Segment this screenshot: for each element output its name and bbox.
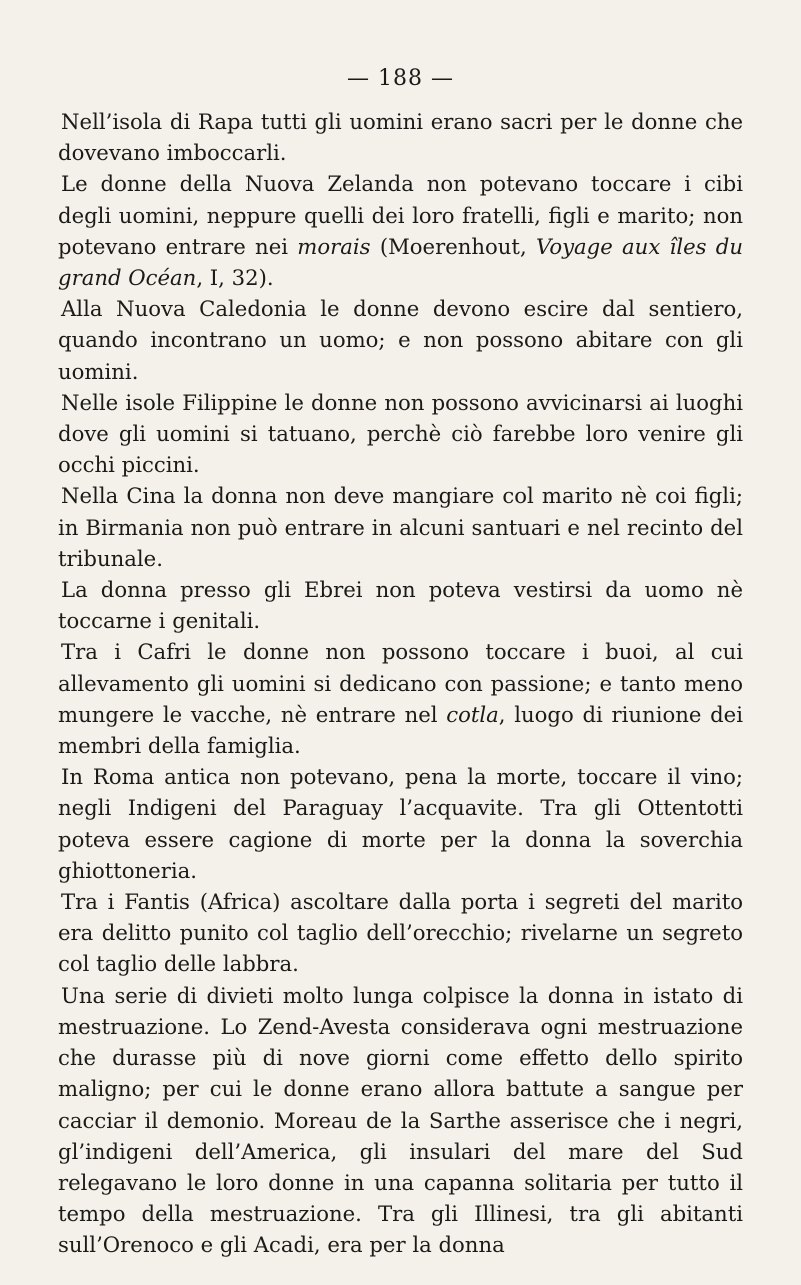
paragraph [58, 574, 743, 636]
italic-text: morais [297, 233, 371, 259]
paragraph [58, 886, 743, 980]
text-segment: Nell’isola di Rapa tutti gli uomini erano sacri per le donne che dovevano imboccarli. [58, 109, 743, 166]
text-segment: Alla Nuova Caledonia le donne devono escire dal sentiero, quando incontrano un uomo; e non possono abitare con gli uomini. [58, 296, 743, 384]
text-segment: Le donne della Nuova Zelanda non potevano toccare i cibi degli uomini, neppure quelli dei loro fratelli, figli e marito; non potevano entrare nei [58, 171, 743, 259]
paragraph [58, 387, 743, 481]
text-segment: Nella Cina la donna non deve mangiare col marito nè coi figli; in Birmania non può entrare in alcuni santuari e nel recinto del tribunale. [58, 483, 743, 571]
paragraph [58, 761, 743, 886]
text-segment: , luogo di riunione dei membri della famiglia. [58, 701, 743, 759]
text-segment: Tra i Fantis (Africa) ascoltare dalla porta i segreti del marito era delitto punito col taglio dell’orecchio; rivelarne un segreto col taglio delle labbra. [58, 889, 743, 977]
paragraph [58, 980, 743, 1261]
body-text [58, 106, 743, 1261]
paragraph [58, 480, 743, 574]
text-segment: , I, 32). [196, 265, 274, 291]
page-number: — 188 — [347, 66, 454, 91]
italic-text: Voyage aux îles du grand Océan [58, 233, 743, 291]
text-segment: Nelle isole Filippine le donne non possono avvicinarsi ai luoghi dove gli uomini si tatuano, perchè ciò farebbe loro venire gli occhi piccini. [58, 389, 743, 478]
text-segment: Tra i Cafri le donne non possono toccare i buoi, al cui allevamento gli uomini si dedicano con passione; e tanto meno mungere le vacche, nè entrare nel [58, 639, 743, 727]
text-segment: In Roma antica non potevano, pena la morte, toccare il vino; negli Indigeni del Paraguay l’acquavite. Tra gli Ottentotti poteva essere cagione di morte per la donna la soverchia ghiottoneria. [58, 764, 743, 883]
text-segment: (Moerenhout, [370, 233, 536, 259]
text-segment: Una serie di divieti molto lunga colpisce la donna in istato di mestruazione. Lo Zend-Avesta considerava ogni mestruazione che durasse più di nove giorni come effetto dello spirito maligno; per cui le donne erano allora battute a sangue per cacciar il demonio. Moreau de la Sarthe asserisce che i negri, gl’indigeni dell’America, gli insulari del mare del Sud relegavano le loro donne in una capanna solitaria per tutto il tempo della mestruazione. Tra gli Illinesi, tra gli abitanti sull’Orenoco e gli Acadi, era per la donna [58, 982, 743, 1258]
italic-text: cotla [446, 701, 499, 727]
paragraph [58, 293, 743, 387]
text-segment: La donna presso gli Ebrei non poteva vestirsi da uomo nè toccarne i genitali. [58, 577, 743, 634]
paragraph [58, 168, 743, 293]
paragraph [58, 106, 743, 168]
paragraph [58, 636, 743, 761]
